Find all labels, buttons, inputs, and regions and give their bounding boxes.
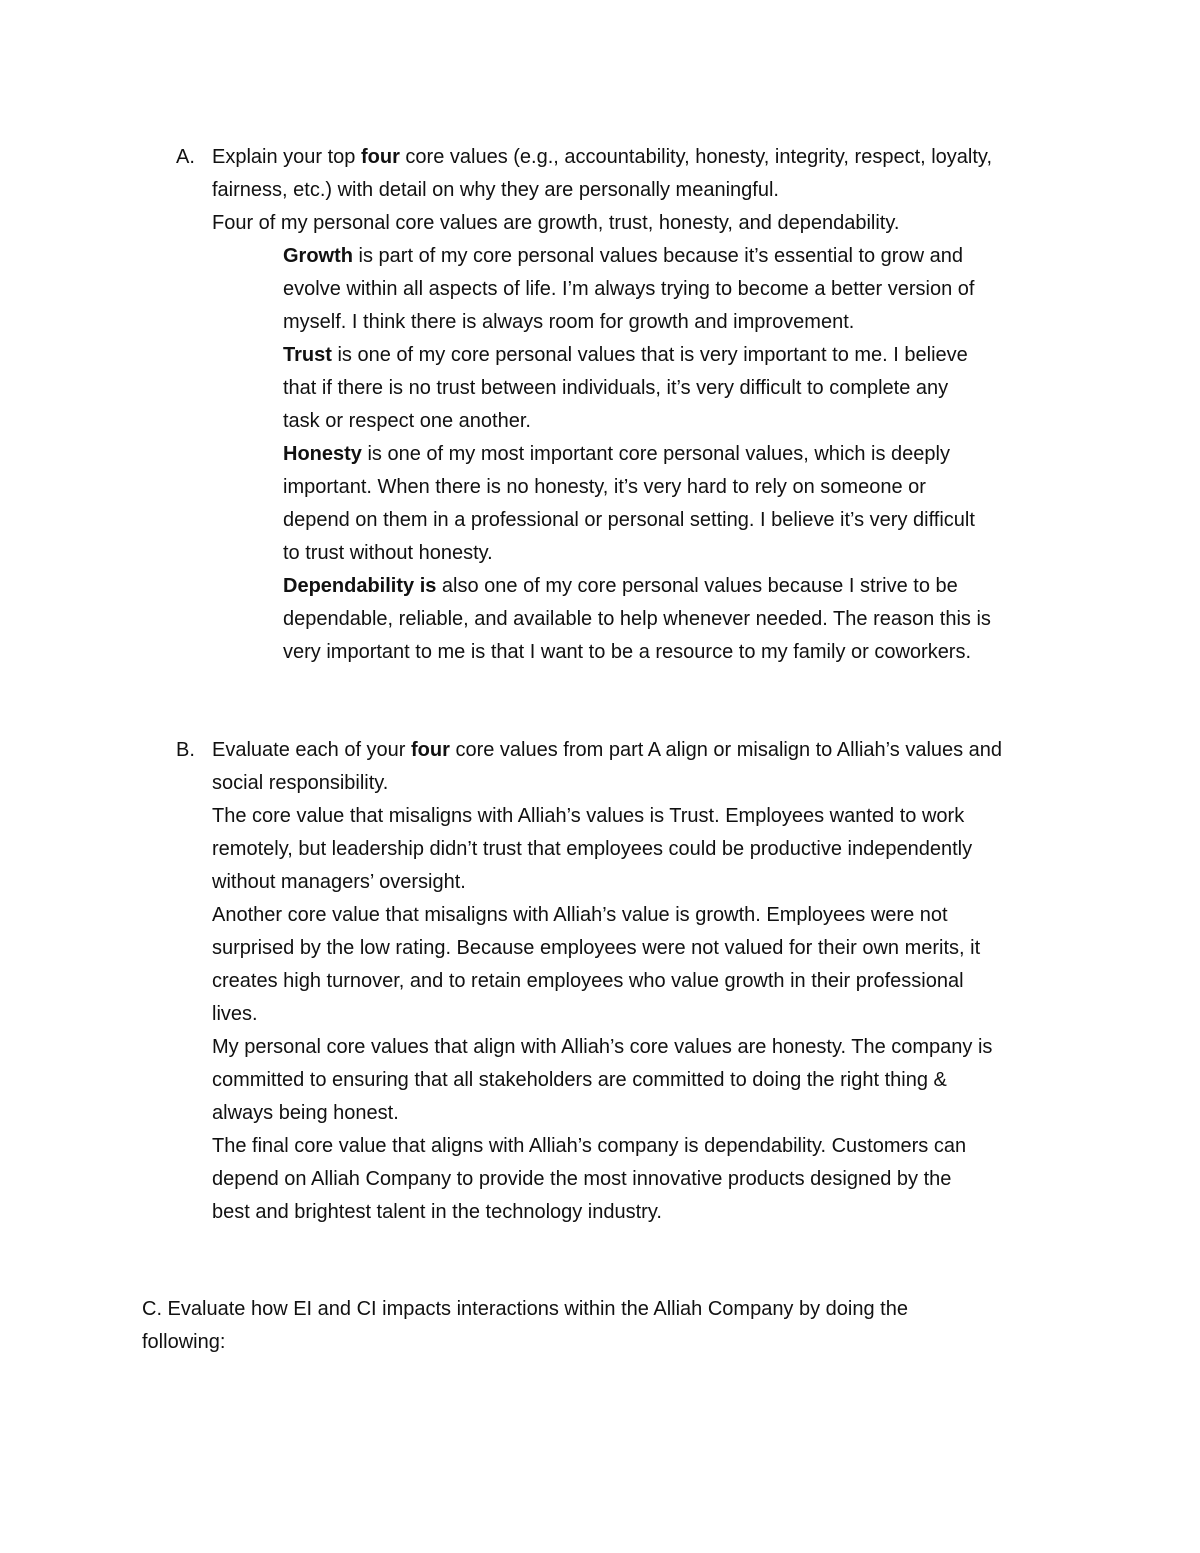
section-c-prompt: C. Evaluate how EI and CI impacts interactions within the Alliah Company by doing the [142, 1298, 908, 1320]
paragraph-growth-misalign-line-3: creates high turnover, and to retain employees who value growth in their professional [212, 970, 964, 992]
paragraph-trust-misalign-line-2: remotely, but leadership didn’t trust that employees could be productive independently [212, 838, 973, 860]
dependability-line-2: dependable, reliable, and available to help whenever needed. The reason this is [283, 608, 991, 630]
growth-line-3: myself. I think there is always room for growth and improvement. [283, 311, 855, 333]
paragraph-honesty-align-line-3: always being honest. [212, 1102, 399, 1124]
honesty-line-2: important. When there is no honesty, it’s very hard to rely on someone or [283, 476, 926, 498]
section-a-prompt: Explain your top four core values (e.g., accountability, honesty, integrity, respect, loyalty, [212, 146, 993, 168]
paragraph-growth-misalign-line-2: surprised by the low rating. Because employees were not valued for their own merits, it [212, 937, 981, 959]
section-b-prompt: Evaluate each of your four core values from part A align or misalign to Alliah’s values and [212, 739, 1003, 761]
paragraph-honesty-align-line-2: committed to ensuring that all stakeholders are committed to doing the right thing & [212, 1069, 947, 1091]
trust-paragraph: Trust is one of my core personal values that is very important to me. I believe [283, 344, 968, 366]
paragraph-growth-misalign: Another core value that misaligns with Alliah’s value is growth. Employees were not [212, 904, 948, 926]
honesty-line-4: to trust without honesty. [283, 542, 493, 564]
paragraph-trust-misalign-line-3: without managers’ oversight. [212, 871, 466, 893]
trust-line-2: that if there is no trust between individuals, it’s very difficult to complete any [283, 377, 949, 399]
section-a-prompt-line2: fairness, etc.) with detail on why they are personally meaningful. [212, 179, 779, 201]
paragraph-honesty-align: My personal core values that align with Alliah’s core values are honesty. The company is [212, 1036, 993, 1058]
section-a-marker: A. [176, 146, 195, 168]
paragraph-dependability-align-line-2: depend on Alliah Company to provide the most innovative products designed by the [212, 1168, 952, 1190]
section-b-marker: B. [176, 739, 195, 761]
growth-line-2: evolve within all aspects of life. I’m always trying to become a better version of [283, 278, 975, 300]
section-c-prompt-line-2: following: [142, 1331, 226, 1353]
paragraph-growth-misalign-line-4: lives. [212, 1003, 258, 1025]
honesty-paragraph: Honesty is one of my most important core personal values, which is deeply [283, 443, 950, 465]
paragraph-trust-misalign: The core value that misaligns with Alliah’s values is Trust. Employees wanted to work [212, 805, 965, 827]
dependability-line-3: very important to me is that I want to be a resource to my family or coworkers. [283, 641, 972, 663]
section-b-prompt-line2: social responsibility. [212, 772, 389, 794]
paragraph-dependability-align-line-3: best and brightest talent in the technology industry. [212, 1201, 662, 1223]
paragraph-dependability-align: The final core value that aligns with Alliah’s company is dependability. Customers can [212, 1135, 967, 1157]
growth-paragraph: Growth is part of my core personal values because it’s essential to grow and [283, 245, 963, 267]
section-a-intro: Four of my personal core values are growth, trust, honesty, and dependability. [212, 212, 900, 234]
honesty-line-3: depend on them in a professional or personal setting. I believe it’s very difficult [283, 509, 975, 531]
dependability-paragraph: Dependability is also one of my core personal values because I strive to be [283, 575, 958, 597]
trust-line-3: task or respect one another. [283, 410, 531, 432]
